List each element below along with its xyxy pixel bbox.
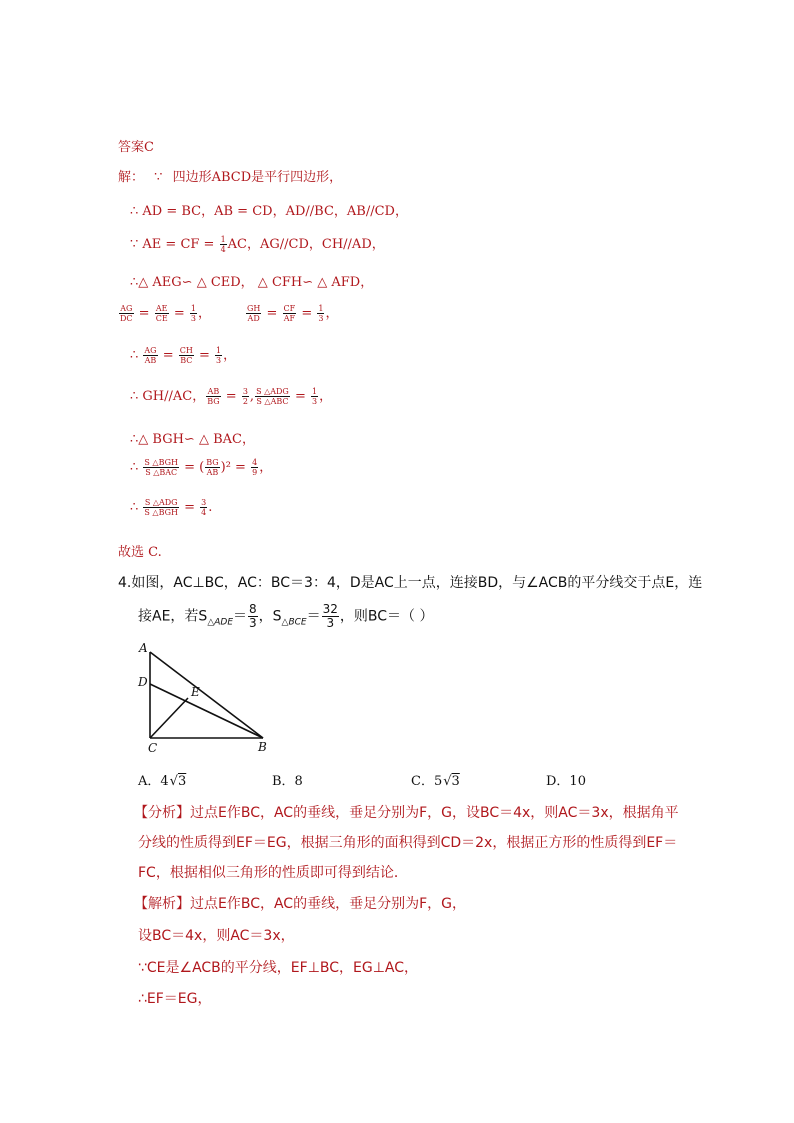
l4-frac-2: [155, 304, 169, 323]
segment-ab: [150, 652, 263, 738]
question-4-line-1: 4.如图，AC⊥BC，AC：BC＝3：4，D是AC上一点，连接BD，与∠ACB的平分线交于点E，连: [118, 575, 703, 591]
l4-f3-den: 3: [190, 314, 196, 323]
l9-f2-num: 3: [201, 498, 207, 507]
l5-f3-num: 1: [216, 346, 222, 355]
l4-frac-3: [190, 304, 197, 323]
l8-pow: )² =: [220, 460, 251, 475]
q4-frac-2: [322, 603, 339, 630]
l4-f1-den: DC: [120, 314, 133, 323]
analysis-line-3: FC，根据相似三角形的性质即可得到结论．: [138, 865, 408, 881]
explain-tag: 【解析】: [134, 896, 190, 912]
choose-line: 故选 C.: [118, 545, 162, 560]
answer-line: 答案C: [118, 140, 154, 155]
explain-line-2: 设BC＝4x，则AC＝3x，: [138, 928, 295, 944]
l9-pre: ∴: [130, 500, 143, 515]
l2-fraction: [220, 235, 227, 254]
q4-f2-den: 3: [326, 616, 335, 630]
option-a: A．4√3: [138, 774, 187, 789]
l5-end: ，: [223, 348, 237, 363]
l2-den: 4: [220, 245, 226, 254]
solution-line-9: ∴ $\frac{\text{S △ADG}}{\text{S △BGH}}$ = $\frac{3}{4}$ .: [130, 498, 213, 517]
q4-sub-ade: △ADE: [207, 617, 234, 628]
option-c: C．5√3: [411, 774, 460, 789]
l8-pre: ∴: [130, 460, 143, 475]
label-e: E: [191, 685, 200, 699]
q4-eq-2: ＝: [306, 608, 321, 625]
explain-line-4: ∴EF＝EG，: [138, 991, 212, 1007]
q4-text-a: 接AE，若S: [138, 608, 208, 625]
explain-line-1: [134, 893, 466, 913]
analysis-line-1: [134, 802, 679, 822]
solution-line-5: ∴ $\frac{AG}{AB}$ = $\frac{CH}{BC}$ = $\frac{1}{3}$ ，: [130, 346, 237, 365]
l5-frac-2: [179, 346, 194, 365]
l5-f2-den: BC: [180, 356, 193, 365]
l9-f1-num: S △ADG: [144, 498, 178, 507]
l8-f2-den: AB: [206, 468, 219, 477]
q4-text-c: ，则BC＝（ ）: [339, 608, 434, 625]
l2-num: 1: [220, 235, 226, 244]
question-4-line-2: [138, 603, 434, 630]
solution-text: 四边形ABCD是平行四边形，: [172, 170, 343, 185]
l9-end: .: [208, 500, 213, 515]
l8-frac-2: [205, 458, 219, 477]
l2-text-a: ∵ AE = CF =: [130, 237, 219, 252]
analysis-tag: 【分析】: [134, 805, 190, 821]
option-c-radicand: 3: [451, 774, 460, 789]
l8-frac-1: [143, 458, 179, 477]
l4-f3-num: 1: [190, 304, 196, 313]
analysis-text-1: 过点E作BC，AC的垂线，垂足分别为F，G，设BC＝4x，则AC＝3x，根据角平: [190, 805, 679, 821]
l4-end: ，: [325, 306, 339, 321]
l9-f2-den: 4: [201, 508, 207, 517]
q4-f2-num: 32: [322, 602, 338, 616]
solution-line-6: ∴ GH//AC， $\frac{AB}{BG}$ = $\frac{3}{2}$ , $\frac{\text{S △ADG}}{\text{S △ABC}}$ = $\frac{1}{3}$ ，: [130, 387, 333, 406]
l6-f2-den: 2: [242, 397, 248, 406]
option-c-prefix: C．5: [411, 774, 443, 789]
solution-line-2: [130, 233, 385, 254]
l9-frac-2: [200, 498, 207, 517]
option-b: B．8: [272, 774, 303, 789]
label-a: A: [139, 641, 148, 655]
l6-f4-num: 1: [312, 387, 318, 396]
l4-frac-6: [317, 304, 324, 323]
q4-sub-bce: △BCE: [281, 617, 307, 628]
l4-f5-num: CF: [283, 304, 296, 313]
l9-f1-den: S △BGH: [144, 508, 178, 517]
l4-f6-num: 1: [318, 304, 324, 313]
label-b: B: [258, 740, 267, 754]
option-a-prefix: A．4: [138, 774, 169, 789]
l6-end: ，: [319, 389, 333, 404]
l5-frac-1: [143, 346, 157, 365]
l4-f4-den: AD: [247, 314, 260, 323]
l8-end: ，: [259, 460, 273, 475]
l6-frac-4: [311, 387, 318, 406]
l5-f1-den: AB: [144, 356, 157, 365]
label-d: D: [138, 675, 148, 689]
q4-f1-den: 3: [249, 616, 257, 630]
l5-frac-3: [215, 346, 222, 365]
l5-f1-num: AG: [144, 346, 157, 355]
l4-f2-den: CE: [155, 314, 168, 323]
l6-frac-3: [255, 387, 290, 406]
solution-line-3: ∴△ AEG∽ △ CED， △ CFH∽ △ AFD，: [130, 275, 374, 290]
because-symbol: ∵: [154, 170, 163, 185]
analysis-line-2: 分线的性质得到EF＝EG，根据三角形的面积得到CD＝2x，根据正方形的性质得到EF＝: [138, 835, 678, 851]
option-a-radicand: 3: [177, 774, 187, 789]
l8-frac-3: [251, 458, 258, 477]
q4-frac-1: [248, 603, 258, 630]
solution-line-8: [130, 456, 272, 477]
solution-line-7: ∴△ BGH∽ △ BAC，: [130, 432, 255, 447]
solution-line-4: $\frac{AG}{DC}$ = $\frac{AE}{CE}$ = $\frac{1}{3}$ ， $\frac{GH}{AD}$ = $\frac{CF}{AF}$ = $\frac{1}{3}$ ，: [120, 304, 339, 323]
l4-f5-den: AF: [283, 314, 296, 323]
l8-eq: = (: [179, 460, 205, 475]
q4-text-b: ，S: [258, 608, 282, 625]
l4-sep: ，: [197, 306, 211, 321]
l9-frac-1: [143, 498, 179, 517]
l4-frac-1: [119, 304, 134, 323]
solution-prefix: 解：: [118, 170, 145, 185]
l4-f4-num: GH: [246, 304, 261, 313]
option-d: D．10: [546, 774, 586, 789]
l5-f3-den: 3: [216, 356, 222, 365]
l5-pre: ∴: [130, 348, 143, 363]
l8-f2-num: BG: [206, 458, 219, 467]
l2-text-b: AC，AG//CD，CH//AD，: [227, 237, 385, 252]
l6-f4-den: 3: [312, 397, 318, 406]
l6-frac-1: [206, 387, 220, 406]
l6-f3-den: S △ABC: [256, 397, 289, 406]
l4-frac-4: [246, 304, 261, 323]
l8-f1-num: S △BGH: [144, 458, 178, 467]
l8-f3-den: 9: [252, 468, 258, 477]
solution-line-1: ∴ AD = BC，AB = CD，AD//BC，AB//CD，: [130, 204, 408, 219]
l4-f1-num: AG: [120, 304, 133, 313]
explain-line-3: ∵CE是∠ACB的平分线，EF⊥BC，EG⊥AC，: [138, 960, 419, 976]
l8-f1-den: S △BAC: [145, 468, 178, 477]
q4-eq-1: ＝: [233, 608, 248, 625]
l4-f2-num: AE: [155, 304, 168, 313]
triangle-figure: [130, 640, 280, 755]
solution-intro: [118, 166, 342, 185]
l6-f3-num: S △ADG: [256, 387, 289, 396]
l6-f2-num: 3: [242, 387, 248, 396]
l5-f2-num: CH: [179, 346, 193, 355]
l6-f1-den: BG: [207, 397, 220, 406]
q4-f1-num: 8: [249, 602, 257, 616]
explain-text-1: 过点E作BC，AC的垂线，垂足分别为F，G，: [190, 896, 466, 912]
segment-db: [150, 684, 263, 738]
l6-f1-num: AB: [207, 387, 220, 396]
l6-pre: ∴ GH//AC，: [130, 389, 206, 404]
segment-ce: [150, 698, 188, 738]
l4-f6-den: 3: [318, 314, 324, 323]
label-c: C: [148, 741, 158, 755]
l4-frac-5: [283, 304, 297, 323]
l6-frac-2: [242, 387, 249, 406]
l8-f3-num: 4: [252, 458, 258, 467]
